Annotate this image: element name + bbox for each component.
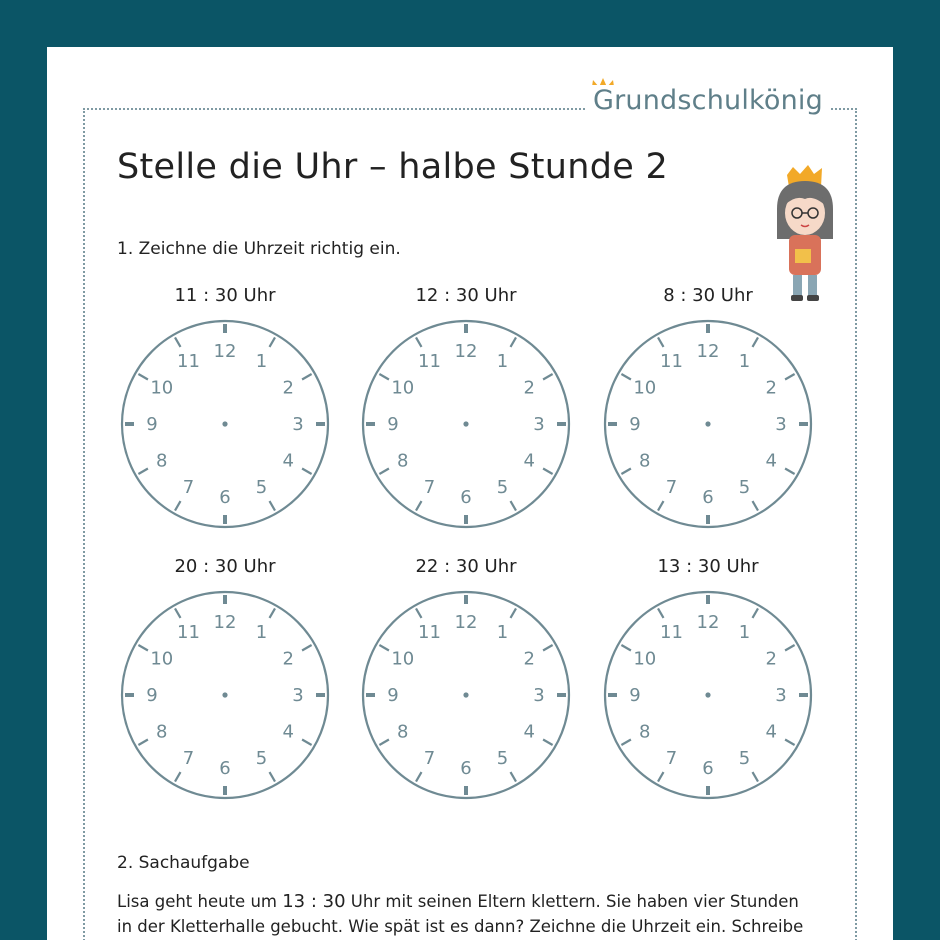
clock-hour-tick xyxy=(416,337,422,347)
clock-hour-tick xyxy=(511,337,517,347)
clock-hour-tick xyxy=(658,337,664,347)
clock-number: 6 xyxy=(460,487,472,508)
clock-center-dot xyxy=(463,692,468,697)
word-problem-part1: Lisa geht heute um xyxy=(117,892,283,911)
clock-hour-tick xyxy=(270,501,276,511)
clock-number: 11 xyxy=(177,350,200,372)
clock-time-label: 12 : 30 Uhr xyxy=(415,285,517,306)
clock-number: 9 xyxy=(629,685,641,706)
word-problem-text xyxy=(117,889,817,939)
clock-time-label: 22 : 30 Uhr xyxy=(415,556,517,577)
clock-number: 5 xyxy=(738,477,751,499)
clock-number: 11 xyxy=(418,621,441,643)
clock-number: 9 xyxy=(387,414,399,435)
clock-center-dot xyxy=(222,421,227,426)
clock-number: 8 xyxy=(639,721,651,743)
clock-hour-tick xyxy=(379,740,389,746)
clock-hour-tick xyxy=(621,469,631,475)
clock-number: 12 xyxy=(213,612,237,633)
clock-hour-tick xyxy=(270,608,276,618)
clock-number: 1 xyxy=(255,621,268,643)
clock-number: 5 xyxy=(496,748,509,770)
clock-time-label: 8 : 30 Uhr xyxy=(663,285,753,306)
clock-number: 7 xyxy=(423,477,436,499)
clock-number: 8 xyxy=(639,450,651,472)
clock-number: 1 xyxy=(738,350,751,372)
clock-hour-tick xyxy=(543,645,553,651)
clock-number: 3 xyxy=(533,685,545,706)
clock-number: 1 xyxy=(496,350,509,372)
clock-face[interactable] xyxy=(601,588,815,802)
clock-hour-tick xyxy=(785,469,795,475)
clock-hour-tick xyxy=(785,645,795,651)
clock-time-label: 13 : 30 Uhr xyxy=(657,556,759,577)
clock-hour-tick xyxy=(543,740,553,746)
clock-hour-tick xyxy=(621,645,631,651)
clock-hour-tick xyxy=(511,608,517,618)
clock-hour-tick xyxy=(753,772,759,782)
clock-number: 12 xyxy=(454,341,478,362)
brand-logo: Grundschulkönig xyxy=(587,85,829,116)
clock-number: 7 xyxy=(665,748,678,770)
clock-number: 4 xyxy=(523,721,535,743)
clock-center-dot xyxy=(463,421,468,426)
clock-number: 1 xyxy=(738,621,751,643)
clock-hour-tick xyxy=(138,374,148,380)
clock-number: 3 xyxy=(292,414,304,435)
clock-number: 11 xyxy=(177,621,200,643)
clock-hour-tick xyxy=(379,374,389,380)
clock-number: 4 xyxy=(282,721,294,743)
clock-number: 12 xyxy=(696,612,720,633)
clock-hour-tick xyxy=(621,740,631,746)
clock-number: 1 xyxy=(255,350,268,372)
clock-hour-tick xyxy=(302,374,312,380)
word-problem-time: 13 : 30 xyxy=(282,891,346,912)
clock-number: 6 xyxy=(219,758,231,779)
clock-hour-tick xyxy=(658,772,664,782)
clock-face[interactable] xyxy=(601,317,815,531)
clock-number: 6 xyxy=(702,758,714,779)
clock-number: 10 xyxy=(633,648,657,670)
clock-hour-tick xyxy=(379,469,389,475)
clock-hour-tick xyxy=(785,740,795,746)
clock-number: 4 xyxy=(765,721,777,743)
clock-hour-tick xyxy=(416,772,422,782)
clock-number: 11 xyxy=(418,350,441,372)
clock-number: 8 xyxy=(156,450,168,472)
clock-hour-tick xyxy=(175,337,181,347)
clock-number: 5 xyxy=(255,748,268,770)
clock-hour-tick xyxy=(658,608,664,618)
clock-hour-tick xyxy=(416,501,422,511)
clock-number: 6 xyxy=(702,487,714,508)
clock-number: 7 xyxy=(182,477,195,499)
clock-number: 4 xyxy=(765,450,777,472)
clock-number: 5 xyxy=(738,748,751,770)
clock-hour-tick xyxy=(302,469,312,475)
clock-number: 7 xyxy=(665,477,678,499)
clock-number: 12 xyxy=(213,341,237,362)
clock-hour-tick xyxy=(302,740,312,746)
clock-hour-tick xyxy=(270,337,276,347)
clock-hour-tick xyxy=(379,645,389,651)
clock-number: 3 xyxy=(292,685,304,706)
girl-with-crown-illustration xyxy=(769,165,843,305)
clock-number: 3 xyxy=(533,414,545,435)
clock-hour-tick xyxy=(302,645,312,651)
clock-number: 10 xyxy=(150,648,174,670)
clock-number: 12 xyxy=(454,612,478,633)
clock-number: 2 xyxy=(765,648,777,670)
clock-number: 7 xyxy=(423,748,436,770)
clock-number: 9 xyxy=(629,414,641,435)
clock-hour-tick xyxy=(753,501,759,511)
clock-hour-tick xyxy=(175,608,181,618)
clock-center-dot xyxy=(705,692,710,697)
clock-face[interactable] xyxy=(359,588,573,802)
clock-number: 2 xyxy=(765,377,777,399)
clock-hour-tick xyxy=(753,337,759,347)
clock-number: 2 xyxy=(282,648,294,670)
clock-number: 8 xyxy=(397,450,409,472)
clock-hour-tick xyxy=(416,608,422,618)
worksheet xyxy=(47,47,893,940)
clock-number: 11 xyxy=(660,350,683,372)
clock-number: 1 xyxy=(496,621,509,643)
clock-number: 8 xyxy=(397,721,409,743)
clock-center-dot xyxy=(705,421,710,426)
task2-heading: 2. Sachaufgabe xyxy=(117,853,250,873)
clock-number: 2 xyxy=(282,377,294,399)
page-title: Stelle die Uhr – halbe Stunde 2 xyxy=(117,147,669,187)
clock-number: 10 xyxy=(391,648,415,670)
clock-hour-tick xyxy=(175,772,181,782)
clock-number: 10 xyxy=(633,377,657,399)
task1-heading: 1. Zeichne die Uhrzeit richtig ein. xyxy=(117,239,401,259)
clock-number: 7 xyxy=(182,748,195,770)
clock-number: 11 xyxy=(660,621,683,643)
clock-hour-tick xyxy=(753,608,759,618)
clock-hour-tick xyxy=(138,469,148,475)
clock-number: 5 xyxy=(255,477,268,499)
clock-face[interactable] xyxy=(118,588,332,802)
clock-number: 9 xyxy=(146,685,158,706)
clock-face[interactable] xyxy=(359,317,573,531)
clock-number: 9 xyxy=(146,414,158,435)
clock-hour-tick xyxy=(175,501,181,511)
clock-time-label: 11 : 30 Uhr xyxy=(174,285,276,306)
clock-hour-tick xyxy=(270,772,276,782)
clock-number: 3 xyxy=(775,414,787,435)
clock-number: 12 xyxy=(696,341,720,362)
clock-number: 10 xyxy=(391,377,415,399)
clock-face[interactable] xyxy=(118,317,332,531)
clock-hour-tick xyxy=(138,645,148,651)
clock-number: 2 xyxy=(523,377,535,399)
clock-hour-tick xyxy=(511,501,517,511)
word-problem-part2: Uhr mit seinen Eltern klettern. Sie haben vier Stunden in der Kletterhalle gebucht. Wie spät ist es dann? Zeichne die Uhrzeit ein. Schreibe xyxy=(117,892,804,936)
clock-hour-tick xyxy=(621,374,631,380)
clock-number: 5 xyxy=(496,477,509,499)
clock-number: 4 xyxy=(523,450,535,472)
clock-number: 2 xyxy=(523,648,535,670)
clock-hour-tick xyxy=(511,772,517,782)
clock-number: 6 xyxy=(460,758,472,779)
clock-time-label: 20 : 30 Uhr xyxy=(174,556,276,577)
clock-center-dot xyxy=(222,692,227,697)
clock-number: 4 xyxy=(282,450,294,472)
clock-hour-tick xyxy=(138,740,148,746)
clock-number: 10 xyxy=(150,377,174,399)
clock-hour-tick xyxy=(543,374,553,380)
clock-number: 3 xyxy=(775,685,787,706)
clock-hour-tick xyxy=(785,374,795,380)
clock-hour-tick xyxy=(543,469,553,475)
clock-number: 9 xyxy=(387,685,399,706)
clock-number: 6 xyxy=(219,487,231,508)
clock-hour-tick xyxy=(658,501,664,511)
clock-number: 8 xyxy=(156,721,168,743)
